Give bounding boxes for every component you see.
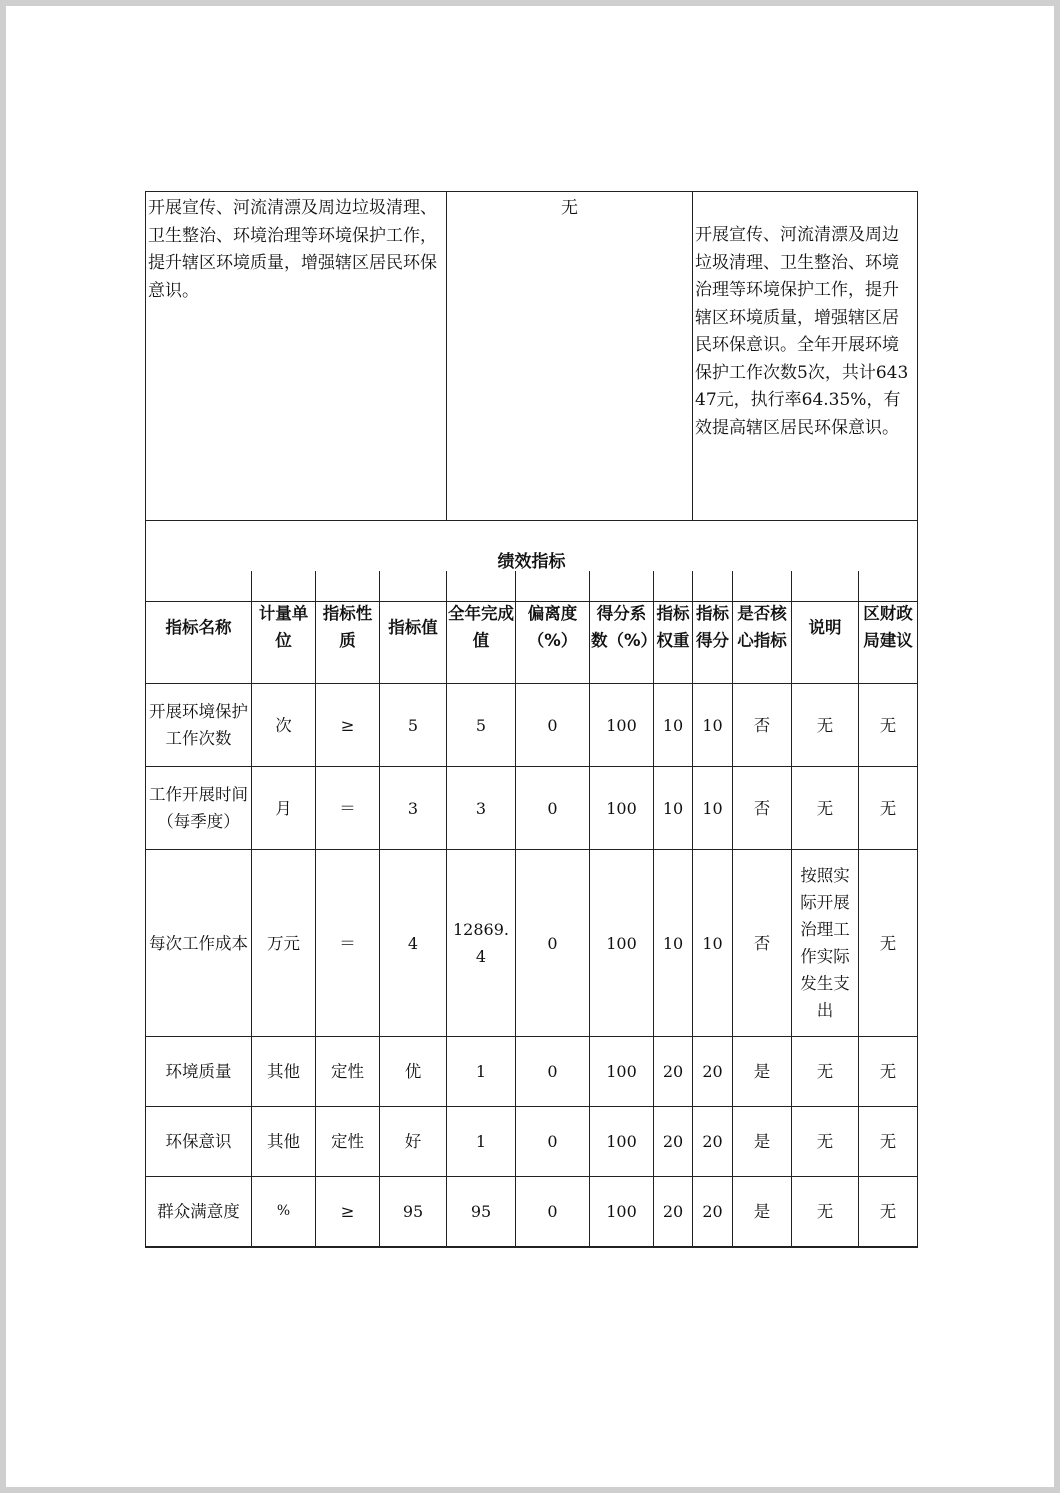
cell-deviation: 0 [516,1107,590,1177]
cell-finance-suggestion: 无 [859,850,918,1037]
completion-cell: 开展宣传、河流清漂及周边垃圾清理、卫生整治、环境治理等环境保护工作，提升辖区环境质量，增强辖区居民环保意识。全年开展环境保护工作次数5次，共计64347元，执行率64.35%，有效提高辖区居民环保意识。 [693,192,918,521]
cell-target-value: 好 [380,1107,447,1177]
cell-weight: 20 [654,1107,693,1177]
cell-target-value: 4 [380,850,447,1037]
adjustment-cell: 无 [447,192,693,521]
cell-deviation: 0 [516,767,590,850]
cell-remark: 无 [792,1107,859,1177]
cell-unit: 月 [252,767,316,850]
cell-score-coefficient: 100 [590,767,654,850]
summary-row [146,192,918,521]
cell-score: 20 [693,1177,733,1247]
cell-nature: ＝ [316,767,380,850]
cell-remark: 无 [792,684,859,767]
cell-weight: 10 [654,767,693,850]
cell-indicator-name: 开展环境保护工作次数 [146,684,252,767]
cell-finance-suggestion: 无 [859,767,918,850]
cell-core-indicator: 否 [733,767,792,850]
cell-unit: 次 [252,684,316,767]
table-row [146,767,918,850]
cell-unit: 其他 [252,1037,316,1107]
table-row [146,1107,918,1177]
cell-finance-suggestion: 无 [859,1177,918,1247]
cell-weight: 10 [654,684,693,767]
cell-finance-suggestion: 无 [859,1107,918,1177]
cell-indicator-name: 工作开展时间（每季度） [146,767,252,850]
header-annual-completion: 全年完成值 [447,571,516,684]
cell-remark: 无 [792,767,859,850]
header-weight: 指标权重 [654,571,693,684]
header-core-indicator: 是否核心指标 [733,571,792,684]
table-row [146,1037,918,1107]
table-row [146,850,918,1037]
cell-nature: 定性 [316,1107,380,1177]
performance-title: 绩效指标 [146,521,918,602]
cell-score-coefficient: 100 [590,1037,654,1107]
cell-annual-completion: 1 [447,1107,516,1177]
cell-core-indicator: 是 [733,1037,792,1107]
cell-core-indicator: 是 [733,1107,792,1177]
cell-remark: 按照实际开展治理工作实际发生支出 [792,850,859,1037]
header-target-value: 指标值 [380,571,447,684]
cell-score-coefficient: 100 [590,684,654,767]
document-page [6,6,1054,1487]
table-row [146,684,918,767]
table-row [146,1177,918,1247]
cell-weight: 10 [654,850,693,1037]
cell-unit: 其他 [252,1107,316,1177]
cell-score: 20 [693,1037,733,1107]
cell-indicator-name: 环境质量 [146,1037,252,1107]
cell-finance-suggestion: 无 [859,684,918,767]
cell-target-value: 3 [380,767,447,850]
cell-score-coefficient: 100 [590,850,654,1037]
header-indicator-name: 指标名称 [146,571,252,684]
cell-nature: 定性 [316,1037,380,1107]
cell-target-value: 95 [380,1177,447,1247]
cell-target-value: 优 [380,1037,447,1107]
cell-weight: 20 [654,1177,693,1247]
cell-remark: 无 [792,1177,859,1247]
cell-indicator-name: 群众满意度 [146,1177,252,1247]
cell-unit: 万元 [252,850,316,1037]
cell-remark: 无 [792,1037,859,1107]
cell-annual-completion: 95 [447,1177,516,1247]
cell-nature: ≥ [316,1177,380,1247]
cell-score-coefficient: 100 [590,1177,654,1247]
cell-score: 20 [693,1107,733,1177]
header-deviation: 偏离度（%） [516,571,590,684]
performance-indicator-table [145,571,918,1248]
project-summary-table [145,191,918,602]
cell-deviation: 0 [516,850,590,1037]
cell-score-coefficient: 100 [590,1107,654,1177]
planned-content-cell: 开展宣传、河流清漂及周边垃圾清理、卫生整治、环境治理等环境保护工作，提升辖区环境质量，增强辖区居民环保意识。 [146,192,447,521]
cell-unit: % [252,1177,316,1247]
cell-deviation: 0 [516,1037,590,1107]
cell-annual-completion: 12869.4 [447,850,516,1037]
header-score-coefficient: 得分系数（%） [590,571,654,684]
cell-score: 10 [693,767,733,850]
cell-score: 10 [693,850,733,1037]
cell-core-indicator: 否 [733,850,792,1037]
cell-core-indicator: 否 [733,684,792,767]
header-finance-suggestion: 区财政局建议 [859,571,918,684]
cell-weight: 20 [654,1037,693,1107]
cell-deviation: 0 [516,1177,590,1247]
cell-indicator-name: 每次工作成本 [146,850,252,1037]
cell-nature: ≥ [316,684,380,767]
cell-annual-completion: 3 [447,767,516,850]
header-unit: 计量单位 [252,571,316,684]
cell-deviation: 0 [516,684,590,767]
header-nature: 指标性质 [316,571,380,684]
header-score: 指标得分 [693,571,733,684]
cell-target-value: 5 [380,684,447,767]
cell-score: 10 [693,684,733,767]
cell-annual-completion: 5 [447,684,516,767]
cell-annual-completion: 1 [447,1037,516,1107]
header-remark: 说明 [792,571,859,684]
header-row [146,571,918,684]
cell-finance-suggestion: 无 [859,1037,918,1107]
cell-indicator-name: 环保意识 [146,1107,252,1177]
cell-core-indicator: 是 [733,1177,792,1247]
cell-nature: ＝ [316,850,380,1037]
